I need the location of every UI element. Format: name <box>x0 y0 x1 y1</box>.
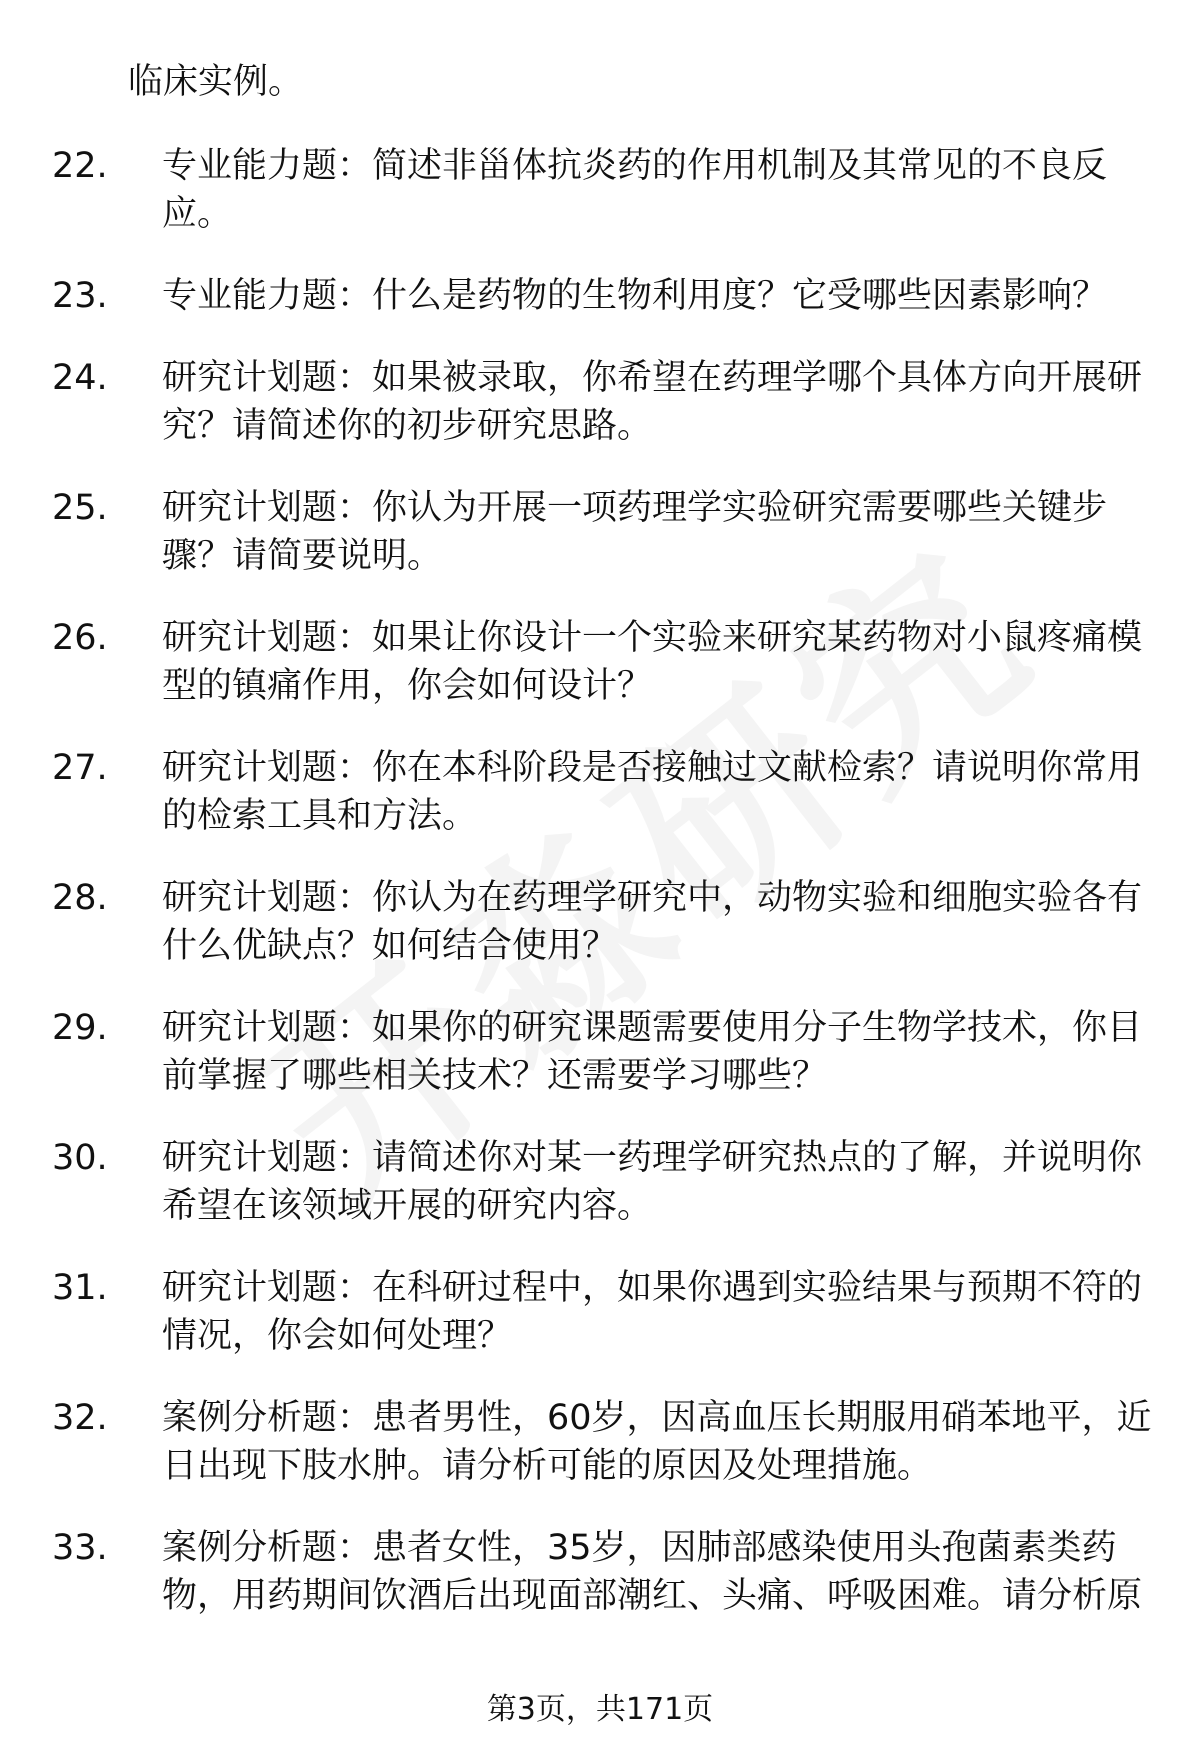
question-item <box>0 1264 1200 1360</box>
question-text: 研究计划题：在科研过程中，如果你遇到实验结果与预期不符的情况，你会如何处理？ <box>162 1268 1143 1356</box>
question-text: 案例分析题：患者男性，60岁，因高血压长期服用硝苯地平，近日出现下肢水肿。请分析可能的原因及处理措施。 <box>162 1398 1152 1486</box>
question-item <box>0 1134 1200 1230</box>
question-number: 23. <box>52 276 108 316</box>
question-number: 31. <box>52 1268 108 1308</box>
question-text: 案例分析题：患者女性，35岁，因肺部感染使用头孢菌素类药物，用药期间饮酒后出现面部潮红、头痛、呼吸困难。请分析原 <box>162 1528 1143 1616</box>
question-number: 33. <box>52 1528 108 1568</box>
question-item <box>0 142 1200 238</box>
question-text: 研究计划题：如果你的研究课题需要使用分子生物学技术，你目前掌握了哪些相关技术？还需要学习哪些？ <box>162 1008 1143 1096</box>
question-item <box>0 744 1200 840</box>
question-text: 研究计划题：如果让你设计一个实验来研究某药物对小鼠疼痛模型的镇痛作用，你会如何设计？ <box>162 618 1143 706</box>
question-item <box>0 272 1200 320</box>
question-text: 研究计划题：你认为在药理学研究中，动物实验和细胞实验各有什么优缺点？如何结合使用？ <box>162 878 1143 966</box>
question-item <box>0 1004 1200 1100</box>
question-number: 25. <box>52 488 108 528</box>
question-number: 29. <box>52 1008 108 1048</box>
question-item <box>0 1524 1200 1620</box>
question-text: 专业能力题：什么是药物的生物利用度？它受哪些因素影响？ <box>162 276 1108 316</box>
question-list <box>0 142 1200 1654</box>
question-item <box>0 614 1200 710</box>
continued-text: 临床实例。 <box>128 62 304 102</box>
question-text: 专业能力题：简述非甾体抗炎药的作用机制及其常见的不良反应。 <box>162 146 1108 234</box>
question-item <box>0 354 1200 450</box>
question-item <box>0 874 1200 970</box>
question-number: 22. <box>52 146 108 186</box>
question-number: 32. <box>52 1398 108 1438</box>
page-footer: 第3页，共171页 <box>486 1692 714 1727</box>
question-text: 研究计划题：请简述你对某一药理学研究热点的了解，并说明你希望在该领域开展的研究内容。 <box>162 1138 1143 1226</box>
question-item <box>0 1394 1200 1490</box>
question-number: 28. <box>52 878 108 918</box>
question-text: 研究计划题：你认为开展一项药理学实验研究需要哪些关键步骤？请简要说明。 <box>162 488 1108 576</box>
question-text: 研究计划题：如果被录取，你希望在药理学哪个具体方向开展研究？请简述你的初步研究思路。 <box>162 358 1143 446</box>
question-item <box>0 484 1200 580</box>
question-number: 24. <box>52 358 108 398</box>
question-number: 30. <box>52 1138 108 1178</box>
question-number: 26. <box>52 618 108 658</box>
question-number: 27. <box>52 748 108 788</box>
question-text: 研究计划题：你在本科阶段是否接触过文献检索？请说明你常用的检索工具和方法。 <box>162 748 1143 836</box>
